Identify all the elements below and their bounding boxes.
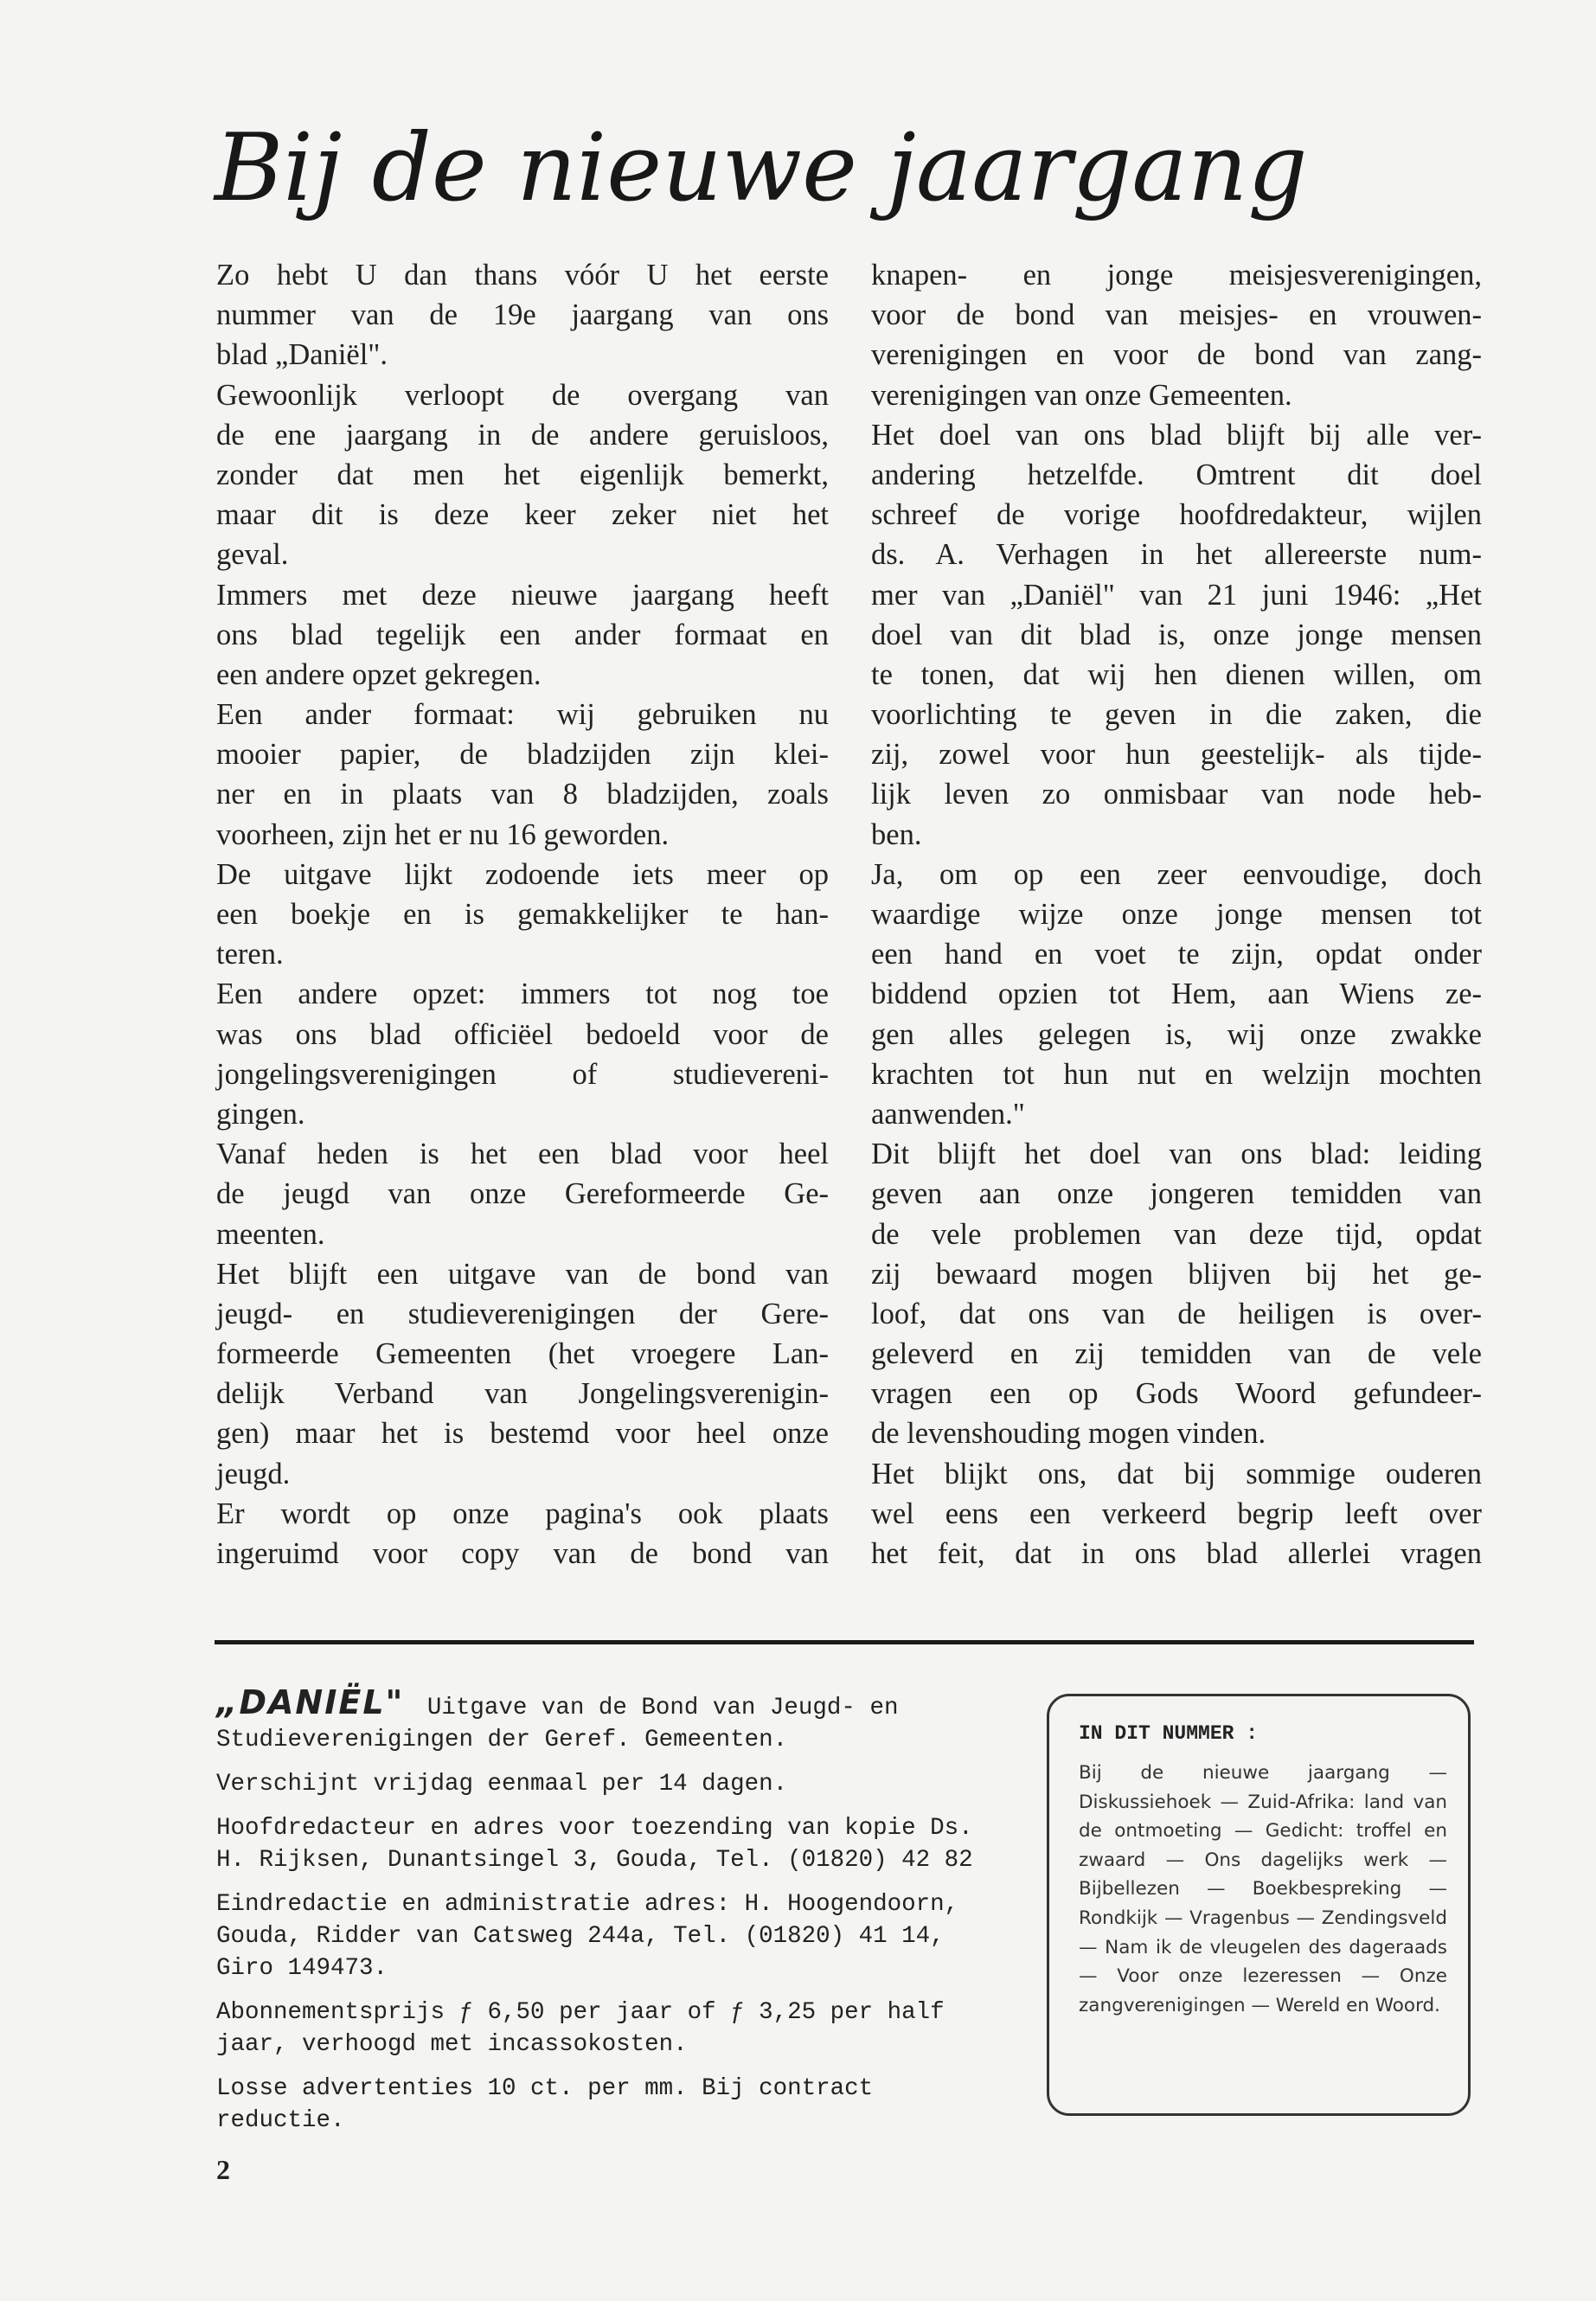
text-line: meenten. — [216, 1217, 325, 1251]
text-line: waardige wijze onze jonge mensen tot — [871, 898, 1482, 931]
text-line: Immers met deze nieuwe jaargang heeft — [216, 578, 829, 612]
text-line: jongelingsverenigingen of studievereni- — [216, 1057, 829, 1091]
text-line: Ja, om op een zeer eenvoudige, doch — [871, 857, 1482, 891]
text-line: knapen- en jonge meisjesverenigingen, — [871, 259, 1482, 292]
text-line: ds. A. Verhagen in het allereerste num- — [871, 538, 1482, 572]
text-line: aanwenden." — [871, 1097, 1025, 1131]
text-line: teren. — [216, 938, 284, 971]
text-line: gingen. — [216, 1097, 305, 1131]
text-line: schreef de vorige hoofdredakteur, wijlen — [871, 498, 1482, 532]
text-line: gen) maar het is bestemd voor heel onze — [216, 1417, 829, 1451]
text-line: geleverd en zij temidden van de vele — [871, 1337, 1482, 1371]
text-line: ner en in plaats van 8 bladzijden, zoals — [216, 778, 829, 811]
text-line: doel van dit blad is, onze jonge mensen — [871, 618, 1482, 651]
text-line: Dit blijft het doel van ons blad: leiding — [871, 1138, 1482, 1171]
text-line: Een ander formaat: wij gebruiken nu — [216, 698, 829, 732]
text-line: Een andere opzet: immers tot nog toe — [216, 977, 829, 1011]
text-line: wel eens een verkeerd begrip leeft over — [871, 1497, 1482, 1530]
colophon-ads: Losse advertenties 10 ct. per mm. Bij contract reductie. — [216, 2075, 874, 2134]
colophon-subscription: Abonnementsprijs ƒ 6,50 per jaar of ƒ 3,25 per half jaar, verhoogd met incassokosten. — [216, 1999, 945, 2058]
text-line: delijk Verband van Jongelingsverenigin- — [216, 1377, 829, 1411]
text-line: was ons blad officiëel bedoeld voor de — [216, 1017, 829, 1051]
text-line: voorlichting te geven in die zaken, die — [871, 698, 1482, 732]
text-line: De uitgave lijkt zodoende iets meer op — [216, 857, 829, 891]
brand-name: „DANIËL" — [216, 1683, 405, 1721]
text-line: zij bewaard mogen blijven bij het ge- — [871, 1257, 1482, 1291]
text-line: gen alles gelegen is, wij onze zwakke — [871, 1017, 1482, 1051]
text-line: Zo hebt U dan thans vóór U het eerste — [216, 259, 829, 292]
contents-heading: IN DIT NUMMER : — [1079, 1722, 1259, 1745]
text-line: geven aan onze jongeren temidden van — [871, 1177, 1482, 1211]
text-line: andering hetzelfde. Omtrent dit doel — [871, 458, 1482, 491]
text-line: Het blijkt ons, dat bij sommige ouderen — [871, 1457, 1482, 1490]
article-title: Bij de nieuwe jaargang — [215, 114, 1308, 222]
text-line: ben. — [871, 817, 922, 851]
colophon-editor: Hoofdredacteur en adres voor toezending van kopie Ds. H. Rijksen, Dunantsingel 3, Gouda, Tel. (01820) 42 82 — [216, 1815, 973, 1874]
text-line: voorheen, zijn het er nu 16 geworden. — [216, 817, 670, 851]
text-line: verenigingen van onze Gemeenten. — [871, 378, 1292, 412]
text-line: Er wordt op onze pagina's ook plaats — [216, 1497, 829, 1530]
text-line: verenigingen en voor de bond van zang- — [871, 338, 1482, 372]
text-line: de ene jaargang in de andere geruisloos, — [216, 418, 829, 452]
colophon-publisher-line — [216, 1683, 1008, 1756]
text-line: maar dit is deze keer zeker niet het — [216, 498, 829, 532]
text-line: een andere opzet gekregen. — [216, 657, 542, 691]
text-line: te tonen, dat wij hen dienen willen, om — [871, 657, 1482, 691]
text-line: blad „Daniël". — [216, 338, 388, 372]
page-number: 2 — [216, 2154, 230, 2185]
text-line: Het doel van ons blad blijft bij alle ver- — [871, 418, 1482, 452]
colophon-administration: Eindredactie en administratie adres: H. Hoogendoorn, Gouda, Ridder van Catsweg 244a, Tel. (01820) 41 14, Giro 149473. — [216, 1891, 959, 1982]
text-line: een hand en voet te zijn, opdat onder — [871, 938, 1482, 971]
text-line: de levenshouding mogen vinden. — [871, 1417, 1266, 1451]
text-line: krachten tot hun nut en welzijn mochten — [871, 1057, 1482, 1091]
horizontal-rule — [215, 1640, 1474, 1644]
text-line: lijk leven zo onmisbaar van node heb- — [871, 778, 1482, 811]
article-column-right — [871, 255, 1482, 1574]
text-line: zonder dat men het eigenlijk bemerkt, — [216, 458, 829, 491]
contents-box — [1047, 1694, 1471, 2116]
text-line: ons blad tegelijk een ander formaat en — [216, 618, 829, 651]
colophon — [216, 1683, 1008, 2149]
text-line: zij, zowel voor hun geestelijk- als tijde- — [871, 738, 1482, 772]
text-line: het feit, dat in ons blad allerlei vragen — [871, 1537, 1482, 1570]
colophon-frequency: Verschijnt vrijdag eenmaal per 14 dagen. — [216, 1771, 788, 1798]
contents-list: Bij de nieuwe jaargang — Diskussiehoek — Zuid-Afrika: land van de ontmoeting — Gedicht: troffel en zwaard — Ons dagelijks werk — Bijbellezen — Boekbespreking — Rondkijk — Vragenbus — Zendingsveld — Nam ik de vleugelen des dageraads — Voor onze lezeressen — Onze zangverenigingen — Wereld en Woord. — [1079, 1762, 1447, 2016]
text-line: de jeugd van onze Gereformeerde Ge- — [216, 1177, 829, 1211]
text-line: vragen een op Gods Woord gefundeer- — [871, 1377, 1482, 1411]
text-line: voor de bond van meisjes- en vrouwen- — [871, 298, 1482, 332]
text-line: ingeruimd voor copy van de bond van — [216, 1537, 829, 1570]
text-line: loof, dat ons van de heiligen is over- — [871, 1297, 1482, 1330]
colophon-publisher: Uitgave van de Bond van Jeugd- en Studieverenigingen der Geref. Gemeenten. — [216, 1695, 899, 1753]
text-line: geval. — [216, 538, 289, 572]
text-line: mer van „Daniël" van 21 juni 1946: „Het — [871, 578, 1482, 612]
text-line: een boekje en is gemakkelijker te han- — [216, 898, 829, 931]
text-line: Vanaf heden is het een blad voor heel — [216, 1138, 829, 1171]
text-line: jeugd. — [216, 1457, 291, 1490]
text-line: de vele problemen van deze tijd, opdat — [871, 1217, 1482, 1251]
text-line: Het blijft een uitgave van de bond van — [216, 1257, 829, 1291]
text-line: formeerde Gemeenten (het vroegere Lan- — [216, 1337, 829, 1371]
text-line: jeugd- en studieverenigingen der Gere- — [216, 1297, 829, 1330]
text-line: biddend opzien tot Hem, aan Wiens ze- — [871, 977, 1482, 1011]
text-line: nummer van de 19e jaargang van ons — [216, 298, 829, 332]
text-line: Gewoonlijk verloopt de overgang van — [216, 378, 829, 412]
article-column-left — [216, 255, 829, 1574]
text-line: mooier papier, de bladzijden zijn klei- — [216, 738, 829, 772]
